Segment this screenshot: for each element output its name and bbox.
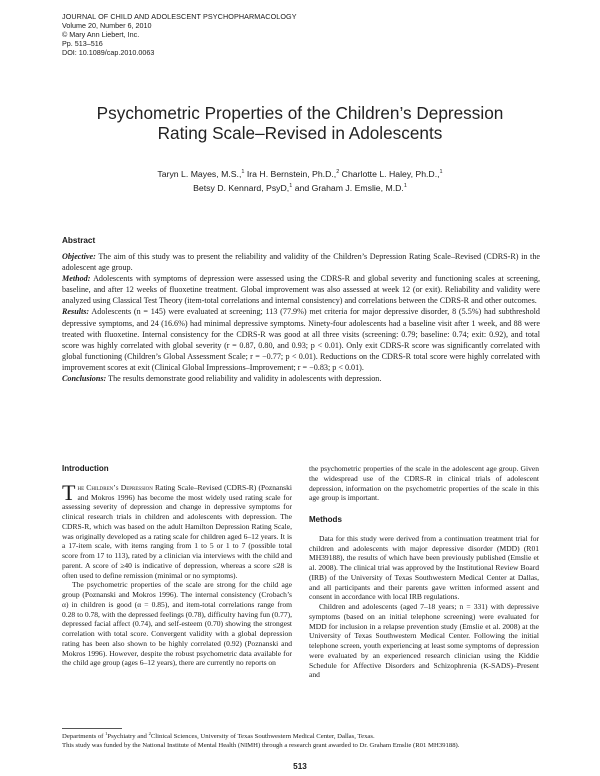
intro-paragraph-1 [62, 479, 292, 581]
journal-copyright: © Mary Ann Liebert, Inc. [62, 30, 140, 40]
footnotes [62, 730, 552, 750]
footnote-funding: This study was funded by the National Institute of Mental Health (NIMH) through a research grant awarded to Dr. Graham Emslie (R01 MH39188). [62, 741, 460, 749]
journal-volume: Volume 20, Number 6, 2010 [62, 21, 152, 31]
author-bernstein: Ira H. Bernstein, Ph.D., [244, 168, 337, 179]
abstract-body [62, 251, 540, 384]
author-mayes: Taryn L. Mayes, M.S., [157, 168, 242, 179]
drop-cap: T [62, 479, 76, 505]
author-line-2 [0, 180, 600, 194]
abstract-method [62, 273, 540, 306]
author-list [0, 166, 600, 194]
intro-paragraph-3: the psychometric properties of the scale in the adolescent age group. Given the widespread use of the CDRS-R in clinical trials of adolescent depression, information on the psychometric properties of the scale in this age group is important. [309, 464, 539, 503]
author-kennard: Betsy D. Kennard, PsyD, [193, 182, 290, 193]
article-title [0, 103, 600, 143]
journal-name: JOURNAL OF CHILD AND ADOLESCENT PSYCHOPHARMACOLOGY [62, 12, 297, 21]
results-text: Adolescents (n = 145) were evaluated at screening; 113 (77.9%) met criteria for major depressive disorder, 8 (5.5%) had subthreshold depressive symptoms, and 24 (16.6%) had minimal depressive symptoms. Ninety-four adolescents had a baseline visit after 1 week, and 88 were treated with fluoxetine. Internal consistency for the CDRS-R was good at all three visits (screening: 0.79; baseline: 0.74; exit: 0.92), and total score was highly correlated with global severity (r = 0.87, 0.80, and 0.93; p < 0.01). Only exit CDRS-R score was significantly correlated with global functioning (Children’s Global Assessment Scale; r = −0.77; p < 0.01). Reductions on the CDRS-R total score were highly correlated with improvement scores at exit (Clinical Global Impressions–Improvement; r = −0.83; p < 0.01). [62, 307, 540, 372]
methods-paragraph-2: Children and adolescents (aged 7–18 years; n = 331) with depressive symptoms (based on an initial telephone screening) were evaluated for MDD for inclusion in a relapse prevention study (Emslie et al. 2008) at the University of Texas Southwestern Medical Center. Following the initial telephone screen, youth experiencing at least some symptoms of depression were evaluated by an experienced research clinician using the Kiddie Schedule for Affective Disorders and Schizophrenia (K-SADS)–Present and [309, 602, 539, 680]
abstract-results [62, 306, 540, 373]
page-number: 513 [293, 762, 307, 771]
method-label: Method: [62, 274, 91, 284]
footnote-affiliations [62, 730, 552, 742]
affiliation-marker: 1 [241, 169, 245, 175]
methods-heading: Methods [309, 515, 342, 524]
intro-paragraph-2: The psychometric properties of the scale are strong for the child age group (Poznanski and Mokros 1996). The internal consistency (Crobach’s α) in children is good (α = 0.85), and item-total correlations range from 0.28 to 0.78, with the depressed feelings (0.78), difficulty having fun (0.77), depressed facial affect (0.74), and self-esteem (0.70) showing the strongest correlation with total score. Convergent validity with a global depression rating has been also shown to be highly correlated (0.92) (Poznanski and Mokros 1996). However, despite the robust psychometric data available for the child age group (ages 6–12 years), there are currently no reports on [62, 580, 292, 668]
right-column [309, 464, 539, 680]
affiliation-marker: 1 [439, 169, 443, 175]
footnote-text: Clinical Sciences, University of Texas Southwestern Medical Center, Dallas, Texas. [150, 733, 375, 741]
journal-doi: DOI: 10.1089/cap.2010.0063 [62, 48, 155, 58]
affiliation-marker: 2 [336, 169, 340, 175]
footnote-divider [62, 728, 122, 729]
intro-smallcaps: he Children’s Depression [77, 482, 153, 492]
affiliation-marker: 1 [403, 182, 407, 189]
left-column [62, 464, 292, 668]
author-haley: Charlotte L. Haley, Ph.D., [339, 168, 440, 179]
intro-paragraph-1-text: Rating Scale–Revised (CDRS-R) (Poznanski and Mokros 1996) has become the most widely used rating scale for assessing severity of depression and change in depressive symptoms for clinical research trials in children and adolescents with depression. The CDRS-R, which was based on the adult Hamilton Depression Rating Scale, was originally developed as a rating scale for children aged 6–12 years. It is a 17-item scale, with items ranging from 1 to 5 or 1 to 7 (possible total score from 17 to 113), rated by a clinician via interviews with the child and parent. A score of ≥40 is indicative of depression, whereas a score ≤28 is often used to define remission (minimal or no symptoms). [62, 482, 292, 580]
method-text: Adolescents with symptoms of depression were assessed using the CDRS-R and global severity and functioning scales at screening, baseline, and after 12 weeks of fluoxetine treatment. Global improvement was also assessed at week 12 (or exit). Reliability and validity were analyzed using Classical Test Theory (item-total correlations and internal consistency) and correlations between the CDRS-R and other outcomes. [62, 274, 540, 306]
results-label: Results: [62, 307, 90, 317]
article-title-line-1: Psychometric Properties of the Children’s Depression [96, 103, 504, 123]
author-emslie: and Graham J. Emslie, M.D. [292, 182, 404, 193]
author-line-1 [0, 166, 600, 180]
affiliation-marker: 1 [289, 182, 293, 189]
footnote-text: Departments of [62, 733, 106, 741]
affiliation-marker: 1 [105, 731, 108, 736]
conclusions-text: The results demonstrate good reliability and validity in adolescents with depression. [106, 374, 382, 384]
journal-pages: Pp. 513–516 [62, 39, 103, 49]
affiliation-marker: 2 [148, 731, 151, 736]
abstract-conclusions [62, 373, 540, 384]
conclusions-label: Conclusions: [62, 374, 107, 384]
introduction-heading: Introduction [62, 464, 109, 473]
journal-header [62, 12, 297, 57]
abstract-objective [62, 251, 540, 273]
objective-text: The aim of this study was to present the reliability and validity of the Children’s Depression Rating Scale–Revised (CDRS-R) in the adolescent age group. [62, 252, 540, 273]
abstract-heading: Abstract [62, 236, 96, 245]
footnote-text: Psychiatry and [107, 733, 149, 741]
objective-label: Objective: [62, 252, 96, 261]
methods-paragraph-1: Data for this study were derived from a continuation treatment trial for children and adolescents with major depressive disorder (MDD) (R01 MH39188), the results of which have been previously published (Emslie et al. 2008). The clinical trial was approved by the Institutional Review Board (IRB) of the University of Texas Southwestern Medical Center at Dallas, and all participants and their parents gave written informed assent and consent in accordance with local IRB regulations. [309, 533, 539, 602]
article-title-line-2: Rating Scale–Revised in Adolescents [157, 123, 443, 143]
